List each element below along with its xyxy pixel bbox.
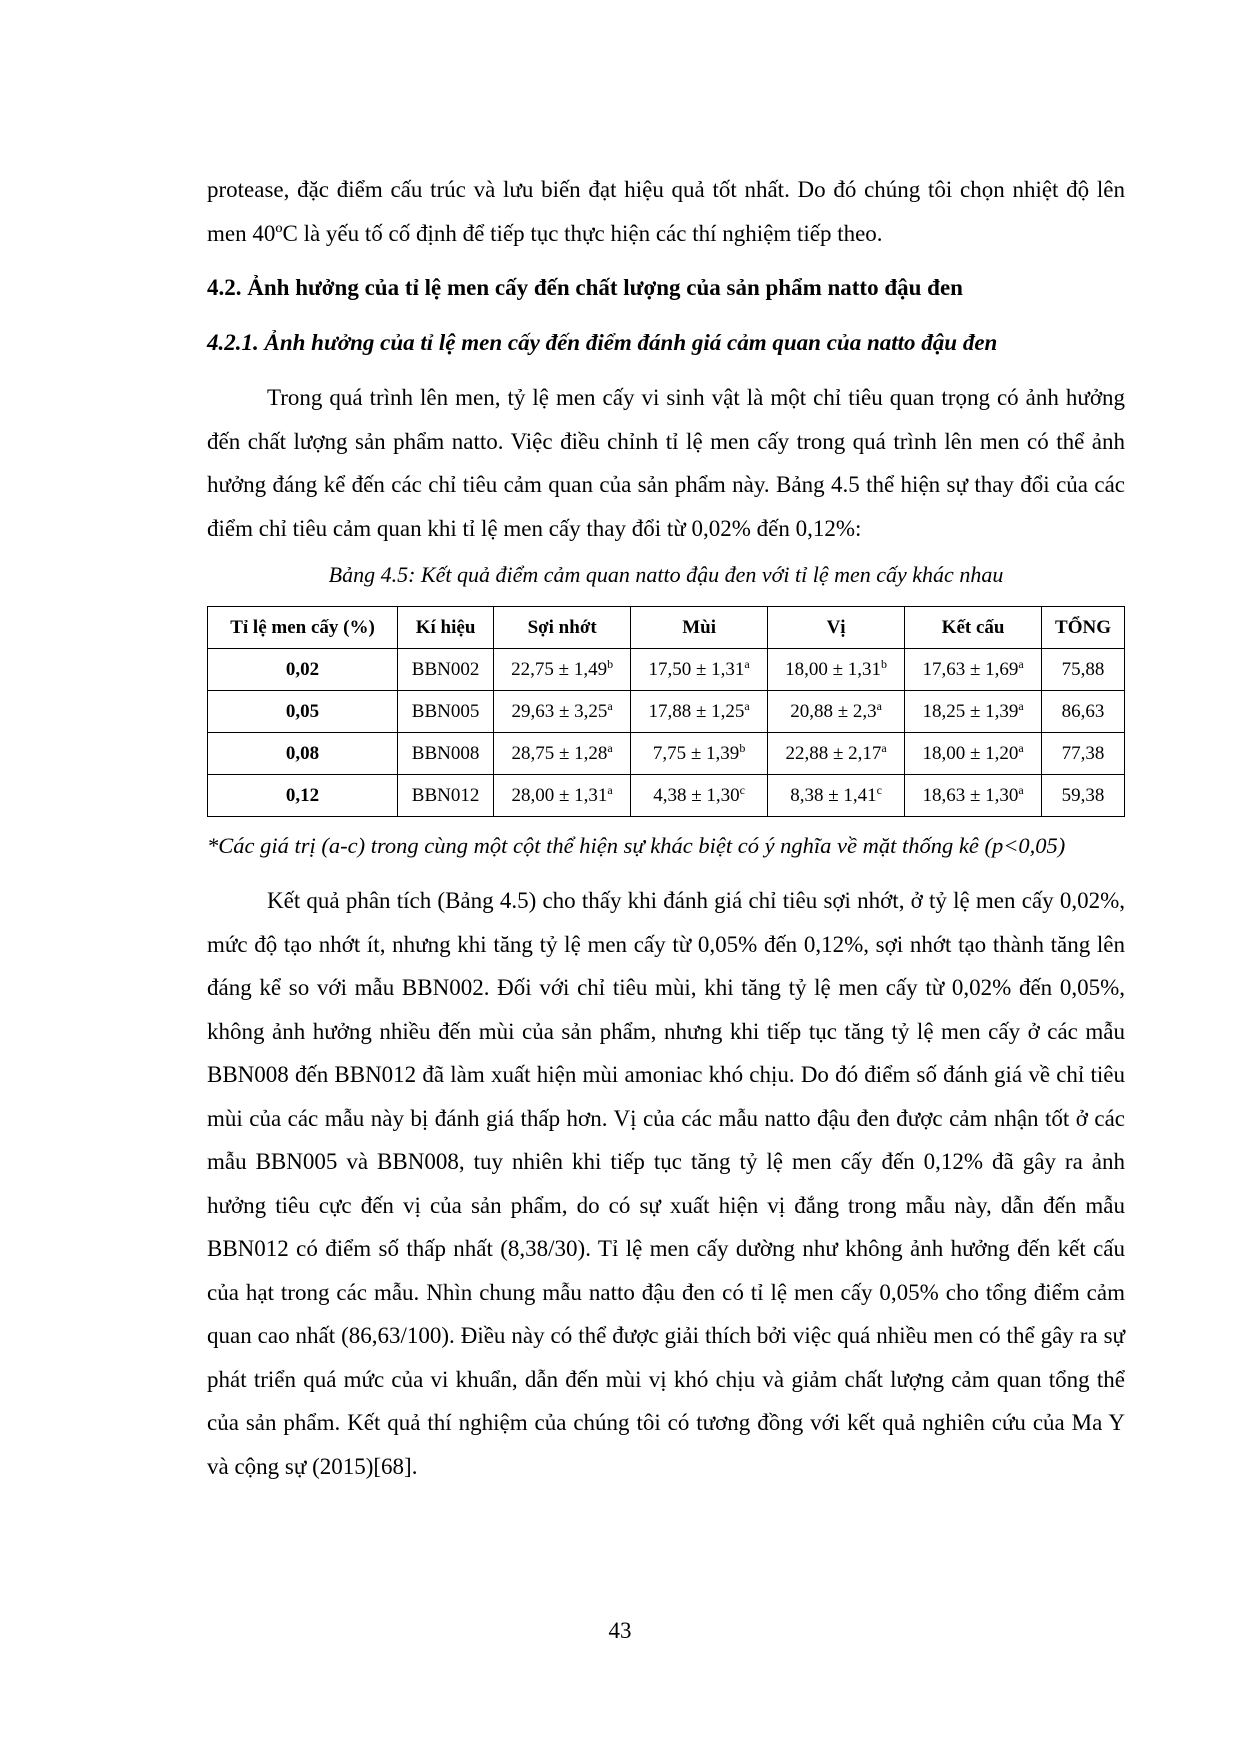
value: 20,88 ± 2,3 bbox=[790, 700, 877, 722]
cell-code: BBN008 bbox=[398, 733, 494, 775]
header-ket-cau: Kết cấu bbox=[905, 607, 1042, 649]
cell-vi bbox=[768, 691, 905, 733]
cell-ket-cau bbox=[905, 775, 1042, 817]
header-rate: Tỉ lệ men cấy (%) bbox=[208, 607, 398, 649]
results-table bbox=[207, 606, 1125, 817]
significance-letter: a bbox=[881, 740, 887, 755]
value: 17,88 ± 1,25 bbox=[648, 700, 745, 722]
significance-letter: c bbox=[739, 782, 745, 797]
cell-code: BBN005 bbox=[398, 691, 494, 733]
cell-rate: 0,05 bbox=[208, 691, 398, 733]
cell-soi-nhot bbox=[494, 691, 631, 733]
page-body bbox=[207, 168, 1125, 1488]
value: 4,38 ± 1,30 bbox=[653, 784, 740, 806]
cell-mui bbox=[631, 775, 768, 817]
significance-letter: a bbox=[1018, 740, 1024, 755]
header-soi-nhot: Sợi nhớt bbox=[494, 607, 631, 649]
cell-ket-cau bbox=[905, 733, 1042, 775]
cell-tong: 86,63 bbox=[1042, 691, 1125, 733]
cell-soi-nhot bbox=[494, 649, 631, 691]
paragraph-1: Trong quá trình lên men, tỷ lệ men cấy vi sinh vật là một chỉ tiêu quan trọng có ảnh hưởng đến chất lượng sản phẩm natto. Việc điều chỉnh tỉ lệ men cấy trong quá trình lên men có thể ảnh hưởng đáng kể đến các chỉ tiêu cảm quan của sản phẩm này. Bảng 4.5 thể hiện sự thay đổi của các điểm chỉ tiêu cảm quan khi tỉ lệ men cấy thay đổi từ 0,02% đến 0,12%: bbox=[207, 385, 1125, 541]
value: 28,00 ± 1,31 bbox=[511, 784, 608, 806]
cell-mui bbox=[631, 691, 768, 733]
significance-letter: c bbox=[876, 782, 882, 797]
intro-paragraph: protease, đặc điểm cấu trúc và lưu biến đạt hiệu quả tốt nhất. Do đó chúng tôi chọn nhiệt độ lên men 40ºC là yếu tố cố định để tiếp tục thực hiện các thí nghiệm tiếp theo. bbox=[207, 177, 1125, 246]
cell-tong: 75,88 bbox=[1042, 649, 1125, 691]
cell-rate: 0,08 bbox=[208, 733, 398, 775]
value: 28,75 ± 1,28 bbox=[511, 742, 608, 764]
page-number: 43 bbox=[608, 1618, 632, 1643]
table-row bbox=[208, 691, 1125, 733]
significance-letter: a bbox=[1018, 698, 1024, 713]
value: 18,00 ± 1,20 bbox=[922, 742, 1019, 764]
value: 7,75 ± 1,39 bbox=[652, 742, 740, 764]
table-note: *Các giá trị (a-c) trong cùng một cột thể hiện sự khác biệt có ý nghĩa về mặt thống kê (p<0,05) bbox=[207, 833, 1066, 858]
cell-soi-nhot bbox=[494, 733, 631, 775]
table-caption: Bảng 4.5: Kết quả điểm cảm quan natto đậu đen với tỉ lệ men cấy khác nhau bbox=[328, 562, 1004, 587]
cell-code: BBN012 bbox=[398, 775, 494, 817]
header-tong: TỔNG bbox=[1042, 607, 1125, 649]
cell-rate: 0,02 bbox=[208, 649, 398, 691]
significance-letter: a bbox=[1018, 782, 1024, 797]
significance-letter: b bbox=[607, 656, 614, 671]
cell-tong: 77,38 bbox=[1042, 733, 1125, 775]
value: 22,88 ± 2,17 bbox=[785, 742, 882, 764]
header-code: Kí hiệu bbox=[398, 607, 494, 649]
significance-letter: a bbox=[1018, 656, 1024, 671]
significance-letter: a bbox=[607, 698, 613, 713]
value: 18,63 ± 1,30 bbox=[922, 784, 1019, 806]
value: 18,25 ± 1,39 bbox=[922, 700, 1019, 722]
cell-vi bbox=[768, 649, 905, 691]
cell-vi bbox=[768, 775, 905, 817]
value: 8,38 ± 1,41 bbox=[790, 784, 877, 806]
significance-letter: a bbox=[744, 656, 750, 671]
header-mui: Mùi bbox=[631, 607, 768, 649]
table-row bbox=[208, 775, 1125, 817]
value: 17,50 ± 1,31 bbox=[648, 658, 745, 680]
value: 17,63 ± 1,69 bbox=[922, 658, 1019, 680]
cell-soi-nhot bbox=[494, 775, 631, 817]
significance-letter: a bbox=[607, 740, 613, 755]
cell-mui bbox=[631, 649, 768, 691]
paragraph-2: Kết quả phân tích (Bảng 4.5) cho thấy khi đánh giá chỉ tiêu sợi nhớt, ở tỷ lệ men cấy 0,02%, mức độ tạo nhớt ít, nhưng khi tăng tỷ lệ men cấy từ 0,05% đến 0,12%, sợi nhớt tạo thành tăng lên đáng kể so với mẫu BBN002. Đối với chỉ tiêu mùi, khi tăng tỷ lệ men cấy từ 0,02% đến 0,05%, không ảnh hưởng nhiều đến mùi của sản phẩm, nhưng khi tiếp tục tăng tỷ lệ men cấy ở các mẫu BBN008 đến BBN012 đã làm xuất hiện mùi amoniac khó chịu. Do đó điểm số đánh giá về chỉ tiêu mùi của các mẫu này bị đánh giá thấp hơn. Vị của các mẫu natto đậu đen được cảm nhận tốt ở các mẫu BBN005 và BBN008, tuy nhiên khi tiếp tục tăng tỷ lệ men cấy đến 0,12% đã gây ra ảnh hưởng tiêu cực đến vị của sản phẩm, do có sự xuất hiện vị đắng trong mẫu này, dẫn đến mẫu BBN012 có điểm số thấp nhất (8,38/30). Tỉ lệ men cấy dường như không ảnh hưởng đến kết cấu của hạt trong các mẫu. Nhìn chung mẫu natto đậu đen có tỉ lệ men cấy 0,05% cho tổng điểm cảm quan cao nhất (86,63/100). Điều này có thể được giải thích bởi việc quá nhiều men có thể gây ra sự phát triển quá mức của vi khuẩn, dẫn đến mùi vị khó chịu và giảm chất lượng cảm quan tổng thể của sản phẩm. Kết quả thí nghiệm của chúng tôi có tương đồng với kết quả nghiên cứu của Ma Y và cộng sự (2015)[68]. bbox=[207, 888, 1125, 1479]
significance-letter: b bbox=[739, 740, 746, 755]
subsection-heading: 4.2.1. Ảnh hưởng của tỉ lệ men cấy đến điểm đánh giá cảm quan của natto đậu đen bbox=[207, 329, 998, 355]
cell-vi bbox=[768, 733, 905, 775]
significance-letter: b bbox=[881, 656, 888, 671]
significance-letter: a bbox=[876, 698, 882, 713]
cell-rate: 0,12 bbox=[208, 775, 398, 817]
significance-letter: a bbox=[607, 782, 613, 797]
cell-ket-cau bbox=[905, 649, 1042, 691]
value: 18,00 ± 1,31 bbox=[785, 658, 882, 680]
cell-mui bbox=[631, 733, 768, 775]
cell-ket-cau bbox=[905, 691, 1042, 733]
cell-tong: 59,38 bbox=[1042, 775, 1125, 817]
value: 29,63 ± 3,25 bbox=[511, 700, 608, 722]
header-vi: Vị bbox=[768, 607, 905, 649]
section-heading: 4.2. Ảnh hưởng của tỉ lệ men cấy đến chất lượng của sản phẩm natto đậu đen bbox=[207, 275, 963, 300]
significance-letter: a bbox=[744, 698, 750, 713]
table-header-row bbox=[208, 607, 1125, 649]
table-row bbox=[208, 733, 1125, 775]
value: 22,75 ± 1,49 bbox=[511, 658, 608, 680]
cell-code: BBN002 bbox=[398, 649, 494, 691]
table-row bbox=[208, 649, 1125, 691]
